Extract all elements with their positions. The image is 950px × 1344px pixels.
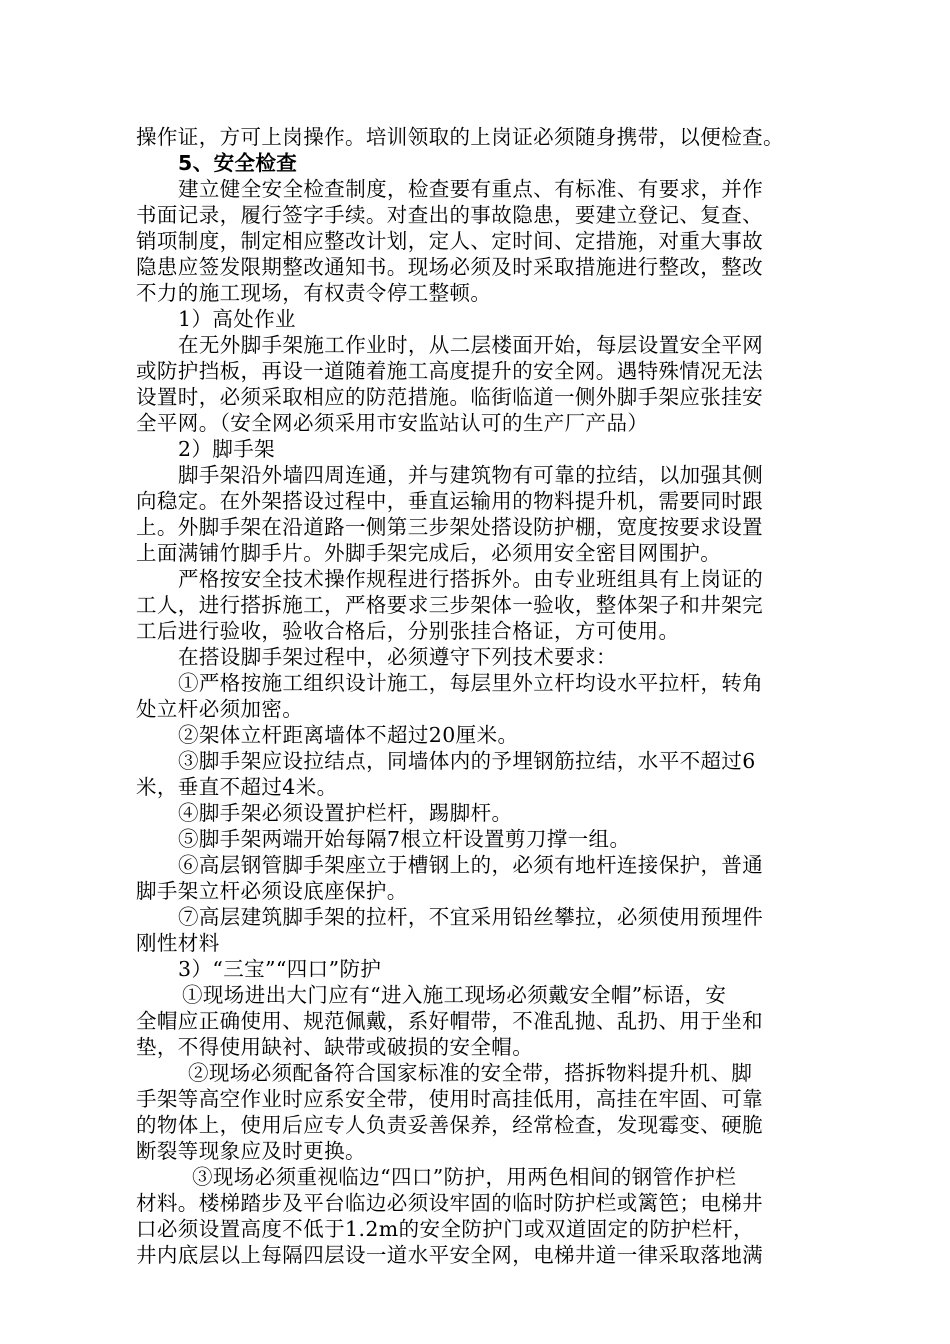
text-line: ②现场必须配备符合国家标准的安全带，搭拆物料提升机、脚 [188,1061,753,1085]
text-line: 不力的施工现场，有权责令停工整顿。 [136,281,492,305]
text-line: 2）脚手架 [178,437,276,461]
text-line: 上。外脚手架在沿道路一侧第三步架处搭设防护棚，宽度按要求设置 [136,515,763,539]
text-line: 严格按安全技术操作规程进行搭拆外。由专业班组具有上岗证的 [178,567,764,591]
text-line: 垫，不得使用缺衬、缺带或破损的安全帽。 [136,1035,534,1059]
section-heading: 5、安全检查 [178,151,298,175]
text-line: 口必须设置高度不低于1.2m的安全防护门或双道固定的防护栏杆， [136,1217,754,1241]
text-line: 隐患应签发限期整改通知书。现场必须及时采取措施进行整改，整改 [136,255,763,279]
text-line: 全平网。（安全网必须采用市安监站认可的生产厂产品） [136,411,649,435]
text-line: 脚手架立杆必须设底座保护。 [136,879,408,903]
document-page [136,124,816,1268]
text-line: 销项制度，制定相应整改计划，定人、定时间、定措施，对重大事故 [136,229,763,253]
text-line: ⑦高层建筑脚手架的拉杆，不宜采用铅丝攀拉，必须使用预埋件 [178,905,764,929]
text-line: 1）高处作业 [178,307,296,331]
text-line: ④脚手架必须设置护栏杆，踢脚杆。 [178,801,513,825]
text-line: 书面记录，履行签字手续。对查出的事故隐患，要建立登记、复查、 [136,203,763,227]
text-line: 断裂等现象应及时更换。 [136,1139,366,1163]
text-line: 的物体上，使用后应专人负责妥善保养，经常检查，发现霉变、硬脆 [136,1113,763,1137]
text-line: 手架等高空作业时应系安全带，使用时高挂低用，高挂在牢固、可靠 [136,1087,763,1111]
text-line: 上面满铺竹脚手片。外脚手架完成后，必须用安全密目网围护。 [136,541,722,565]
text-line: ⑥高层钢管脚手架座立于槽钢上的，必须有地杆连接保护，普通 [178,853,764,877]
text-line: ③脚手架应设拉结点，同墙体内的予埋钢筋拉结，水平不超过6 [178,749,756,773]
text-line: 或防护挡板，再设一道随着施工高度提升的安全网。遇特殊情况无法 [136,359,763,383]
text-line: 工后进行验收，验收合格后，分别张挂合格证，方可使用。 [136,619,680,643]
text-line: ①严格按施工组织设计施工，每层里外立杆均设水平拉杆，转角 [178,671,764,695]
text-line: ①现场进出大门应有“进入施工现场必须戴安全帽”标语，安 [182,983,727,1007]
text-line: 操作证，方可上岗操作。培训领取的上岗证必须随身携带，以便检查。 [136,125,784,149]
text-line: 在搭设脚手架过程中，必须遵守下列技术要求： [178,645,617,669]
text-line: 材料。楼梯踏步及平台临边必须设牢固的临时防护栏或篱笆；电梯井 [136,1191,763,1215]
text-line: 工人，进行搭拆施工，严格要求三步架体一验收，整体架子和井架完 [136,593,763,617]
text-line: 向稳定。在外架搭设过程中，垂直运输用的物料提升机，需要同时跟 [136,489,763,513]
text-line: ③现场必须重视临边“四口”防护，用两色相间的钢管作护栏 [192,1165,737,1189]
text-line: 处立杆必须加密。 [136,697,304,721]
text-line: 在无外脚手架施工作业时，从二层楼面开始，每层设置安全平网 [178,333,764,357]
text-line: 设置时，必须采取相应的防范措施。临街临道一侧外脚手架应张挂安 [136,385,763,409]
text-line: ⑤脚手架两端开始每隔7根立杆设置剪刀撑一组。 [178,827,631,851]
text-line: 井内底层以上每隔四层设一道水平安全网，电梯井道一律采取落地满 [136,1243,763,1267]
text-line: ②架体立杆距离墙体不超过20厘米。 [178,723,519,747]
text-line: 建立健全安全检查制度，检查要有重点、有标准、有要求，并作 [178,177,764,201]
text-line: 脚手架沿外墙四周连通，并与建筑物有可靠的拉结，以加强其侧 [178,463,764,487]
text-line: 米，垂直不超过4米。 [136,775,338,799]
text-line: 刚性材料 [136,931,220,955]
text-line: 3）“三宝”“四口”防护 [178,957,382,981]
text-line: 全帽应正确使用、规范佩戴，系好帽带，不准乱抛、乱扔、用于坐和 [136,1009,763,1033]
